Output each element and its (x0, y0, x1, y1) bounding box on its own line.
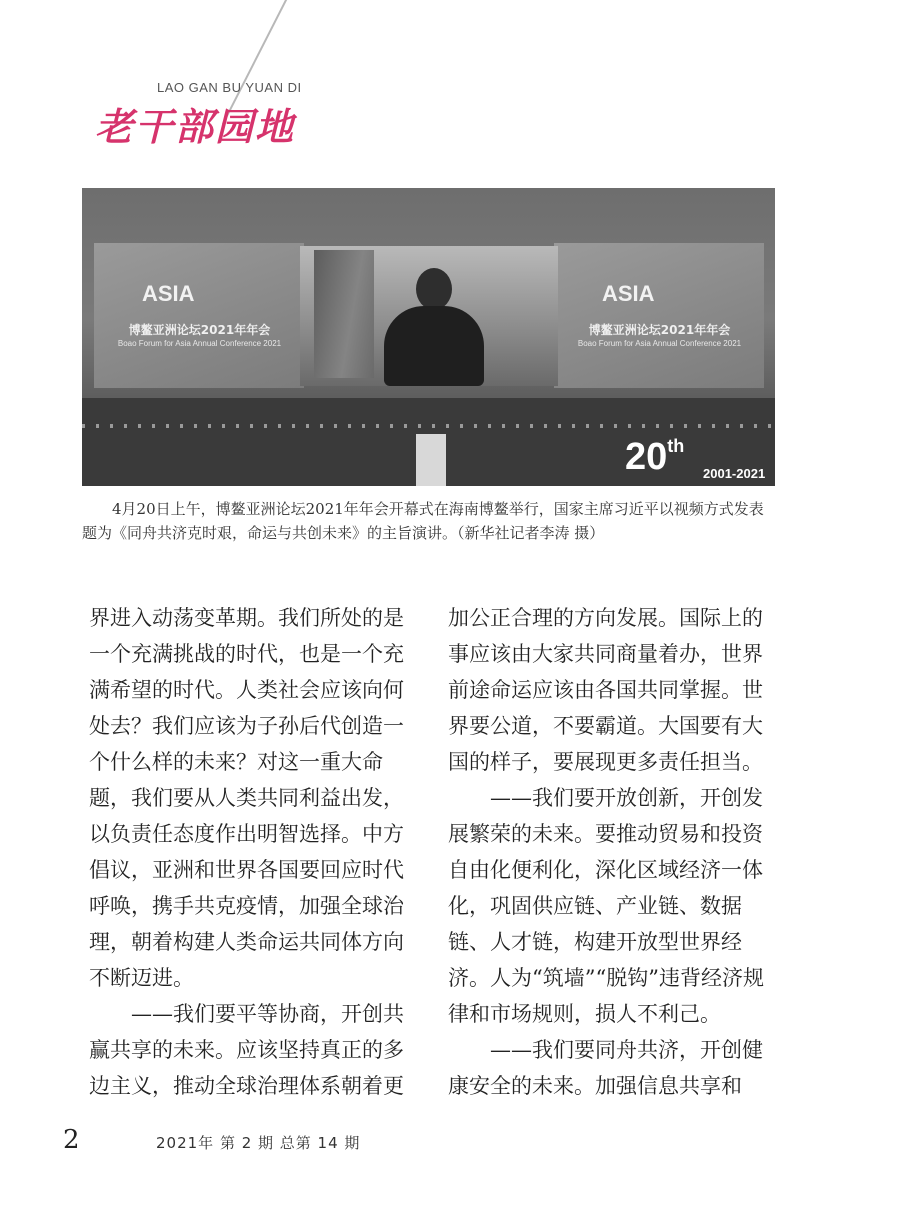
paragraph: ——我们要同舟共济，开创健康安全的未来。加强信息共享和 (448, 1038, 763, 1098)
paragraph: ——我们要平等协商，开创共赢共享的未来。应该坚持真正的多边主义，推动全球治理体系朝着更 (89, 1002, 404, 1098)
page-number: 2 (63, 1125, 80, 1155)
photo-caption (82, 497, 775, 545)
anniversary-years: 2001-2021 (703, 466, 766, 481)
speaker-head (416, 268, 452, 310)
paragraph: ——我们要开放创新，开创发展繁荣的未来。要推动贸易和投资自由化便利化，深化区域经济一体化，巩固供应链、产业链、数据链、人才链，构建开放型世界经济。人为“筑墙”“脱钩”违背经济规律和市场规则，损人不利己。 (448, 786, 764, 1026)
paragraph: 界进入动荡变革期。我们所处的是一个充满挑战的时代，也是一个充满希望的时代。人类社会应该向何处去？我们应该为子孙后代创造一个什么样的未来？对这一重大命题，我们要从人类共同利益出发，以负责任态度作出明智选择。中方倡议，亚洲和世界各国要回应时代呼唤，携手共克疫情，加强全球治理，朝着构建人类命运共同体方向不断迈进。 (89, 606, 404, 990)
issue-info: 2021年 第 2 期 总第 14 期 (156, 1134, 361, 1152)
anniversary-mark (625, 436, 766, 481)
photo-podium (416, 434, 446, 486)
banner-title: 博鳌亚洲论坛2021年年会 (128, 323, 271, 337)
anniversary-suffix: th (667, 436, 685, 456)
banner-logo-text: ASIA (142, 281, 195, 306)
caption-text: 4月20日上午，博鳌亚洲论坛2021年年会开幕式在海南博鳌举行，国家主席习近平以视频方式发表题为《同舟共济克时艰，命运与共创未来》的主旨演讲。（新华社记者李涛 摄） (82, 500, 764, 542)
photo-left-banner (94, 243, 304, 388)
speaker-body (384, 306, 484, 386)
flag-shape (314, 250, 374, 378)
banner-logo-text: ASIA (602, 281, 655, 306)
anniversary-number: 20 (625, 436, 668, 478)
photo-stage-lights (82, 424, 775, 428)
column-logo: 老干部园地 (95, 104, 296, 149)
magazine-header (95, 80, 355, 150)
article-column-right (448, 600, 770, 1104)
article-column-left (89, 600, 411, 1104)
column-pinyin-title: LAO GAN BU YUAN DI (157, 80, 302, 95)
banner-title: 博鳌亚洲论坛2021年年会 (588, 323, 731, 337)
news-photo (82, 188, 775, 486)
paragraph: 加公正合理的方向发展。国际上的事应该由大家共同商量着办，世界前途命运应该由各国共同掌握。世界要公道，不要霸道。大国要有大国的样子，要展现更多责任担当。 (448, 606, 763, 774)
banner-subtitle: Boao Forum for Asia Annual Conference 2021 (577, 339, 742, 348)
photo-right-banner (554, 243, 764, 388)
banner-subtitle: Boao Forum for Asia Annual Conference 2021 (117, 339, 282, 348)
